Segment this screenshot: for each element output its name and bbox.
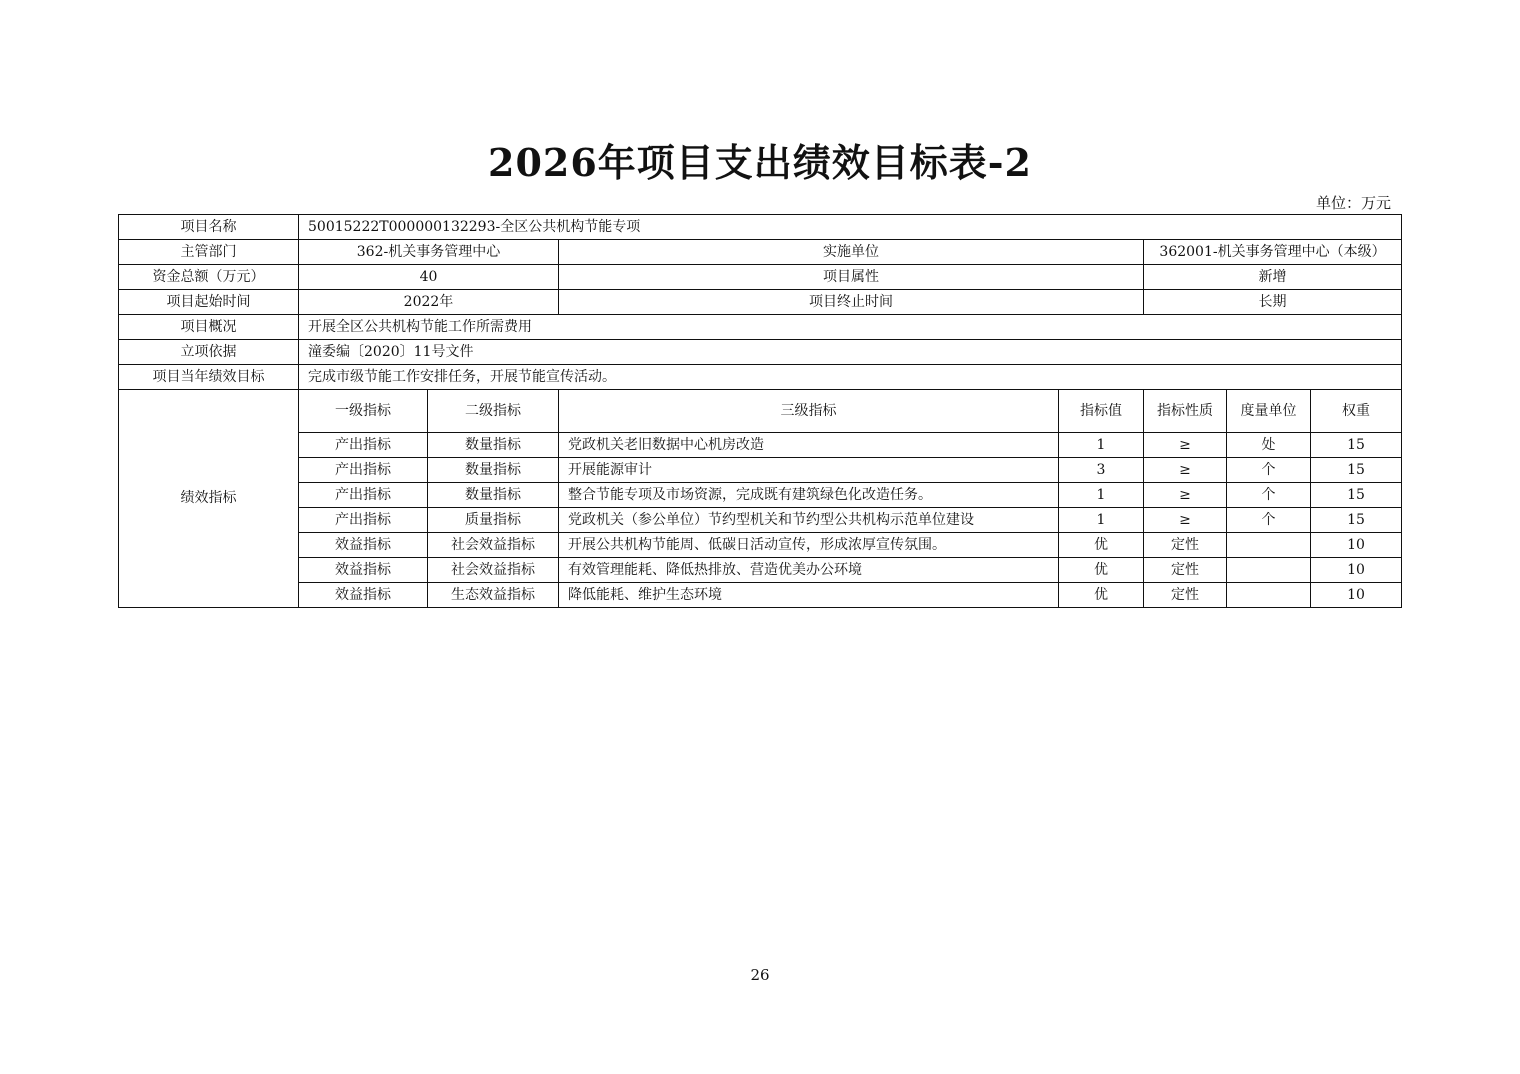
unit-cell: 处	[1227, 433, 1311, 458]
level1-cell: 效益指标	[299, 558, 428, 583]
header-unit: 度量单位	[1227, 390, 1311, 433]
header-level3: 三级指标	[559, 390, 1059, 433]
impl-value: 362001-机关事务管理中心（本级）	[1144, 240, 1402, 265]
fund-value: 40	[299, 265, 559, 290]
row-overview	[119, 315, 1402, 340]
fund-label: 资金总额（万元）	[119, 265, 299, 290]
attr-label: 项目属性	[559, 265, 1144, 290]
level3-cell: 有效管理能耗、降低热排放、营造优美办公环境	[559, 558, 1059, 583]
unit-cell	[1227, 533, 1311, 558]
level1-cell: 产出指标	[299, 433, 428, 458]
start-label: 项目起始时间	[119, 290, 299, 315]
header-level1: 一级指标	[299, 390, 428, 433]
row-dept	[119, 240, 1402, 265]
weight-cell: 10	[1311, 583, 1402, 608]
page-number: 26	[750, 966, 770, 984]
table-row	[119, 508, 1402, 533]
page-title: 2026年项目支出绩效目标表-2	[488, 140, 1032, 185]
nature-cell: ≥	[1144, 508, 1227, 533]
overview-label: 项目概况	[119, 315, 299, 340]
level2-cell: 数量指标	[428, 433, 559, 458]
row-basis	[119, 340, 1402, 365]
table-row	[119, 433, 1402, 458]
value-cell: 优	[1059, 583, 1144, 608]
unit-cell	[1227, 558, 1311, 583]
level2-cell: 质量指标	[428, 508, 559, 533]
level2-cell: 数量指标	[428, 458, 559, 483]
value-cell: 1	[1059, 508, 1144, 533]
weight-cell: 10	[1311, 558, 1402, 583]
unit-cell: 个	[1227, 508, 1311, 533]
row-time	[119, 290, 1402, 315]
level1-cell: 效益指标	[299, 583, 428, 608]
header-value: 指标值	[1059, 390, 1144, 433]
project-name-label: 项目名称	[119, 215, 299, 240]
overview-value: 开展全区公共机构节能工作所需费用	[299, 315, 1402, 340]
header-level2: 二级指标	[428, 390, 559, 433]
value-cell: 1	[1059, 433, 1144, 458]
table-row	[119, 558, 1402, 583]
level1-cell: 产出指标	[299, 508, 428, 533]
goal-label: 项目当年绩效目标	[119, 365, 299, 390]
metrics-header-row	[119, 390, 1402, 433]
unit-label: 单位：万元	[1315, 194, 1391, 212]
value-cell: 优	[1059, 533, 1144, 558]
row-fund	[119, 265, 1402, 290]
start-value: 2022年	[299, 290, 559, 315]
level3-cell: 整合节能专项及市场资源，完成既有建筑绿色化改造任务。	[559, 483, 1059, 508]
level2-cell: 社会效益指标	[428, 558, 559, 583]
goal-value: 完成市级节能工作安排任务，开展节能宣传活动。	[299, 365, 1402, 390]
end-value: 长期	[1144, 290, 1402, 315]
table-row	[119, 583, 1402, 608]
nature-cell: 定性	[1144, 558, 1227, 583]
impl-label: 实施单位	[559, 240, 1144, 265]
performance-table	[118, 214, 1402, 608]
dept-label: 主管部门	[119, 240, 299, 265]
level3-cell: 党政机关老旧数据中心机房改造	[559, 433, 1059, 458]
unit-cell: 个	[1227, 483, 1311, 508]
level2-cell: 数量指标	[428, 483, 559, 508]
row-goal	[119, 365, 1402, 390]
value-cell: 1	[1059, 483, 1144, 508]
row-project-name	[119, 215, 1402, 240]
nature-cell: ≥	[1144, 483, 1227, 508]
header-nature: 指标性质	[1144, 390, 1227, 433]
metrics-section-label: 绩效指标	[119, 390, 299, 608]
end-label: 项目终止时间	[559, 290, 1144, 315]
weight-cell: 10	[1311, 533, 1402, 558]
basis-label: 立项依据	[119, 340, 299, 365]
project-name-value: 50015222T000000132293-全区公共机构节能专项	[299, 215, 1402, 240]
weight-cell: 15	[1311, 458, 1402, 483]
dept-value: 362-机关事务管理中心	[299, 240, 559, 265]
value-cell: 优	[1059, 558, 1144, 583]
level3-cell: 开展公共机构节能周、低碳日活动宣传，形成浓厚宣传氛围。	[559, 533, 1059, 558]
level2-cell: 生态效益指标	[428, 583, 559, 608]
nature-cell: 定性	[1144, 583, 1227, 608]
unit-cell	[1227, 583, 1311, 608]
level2-cell: 社会效益指标	[428, 533, 559, 558]
header-weight: 权重	[1311, 390, 1402, 433]
level1-cell: 产出指标	[299, 458, 428, 483]
level3-cell: 党政机关（参公单位）节约型机关和节约型公共机构示范单位建设	[559, 508, 1059, 533]
weight-cell: 15	[1311, 433, 1402, 458]
nature-cell: ≥	[1144, 433, 1227, 458]
attr-value: 新增	[1144, 265, 1402, 290]
basis-value: 潼委编〔2020〕11号文件	[299, 340, 1402, 365]
table-row	[119, 458, 1402, 483]
unit-cell: 个	[1227, 458, 1311, 483]
weight-cell: 15	[1311, 483, 1402, 508]
level3-cell: 开展能源审计	[559, 458, 1059, 483]
value-cell: 3	[1059, 458, 1144, 483]
level1-cell: 产出指标	[299, 483, 428, 508]
nature-cell: 定性	[1144, 533, 1227, 558]
table-row	[119, 533, 1402, 558]
level1-cell: 效益指标	[299, 533, 428, 558]
table-row	[119, 483, 1402, 508]
weight-cell: 15	[1311, 508, 1402, 533]
level3-cell: 降低能耗、维护生态环境	[559, 583, 1059, 608]
nature-cell: ≥	[1144, 458, 1227, 483]
